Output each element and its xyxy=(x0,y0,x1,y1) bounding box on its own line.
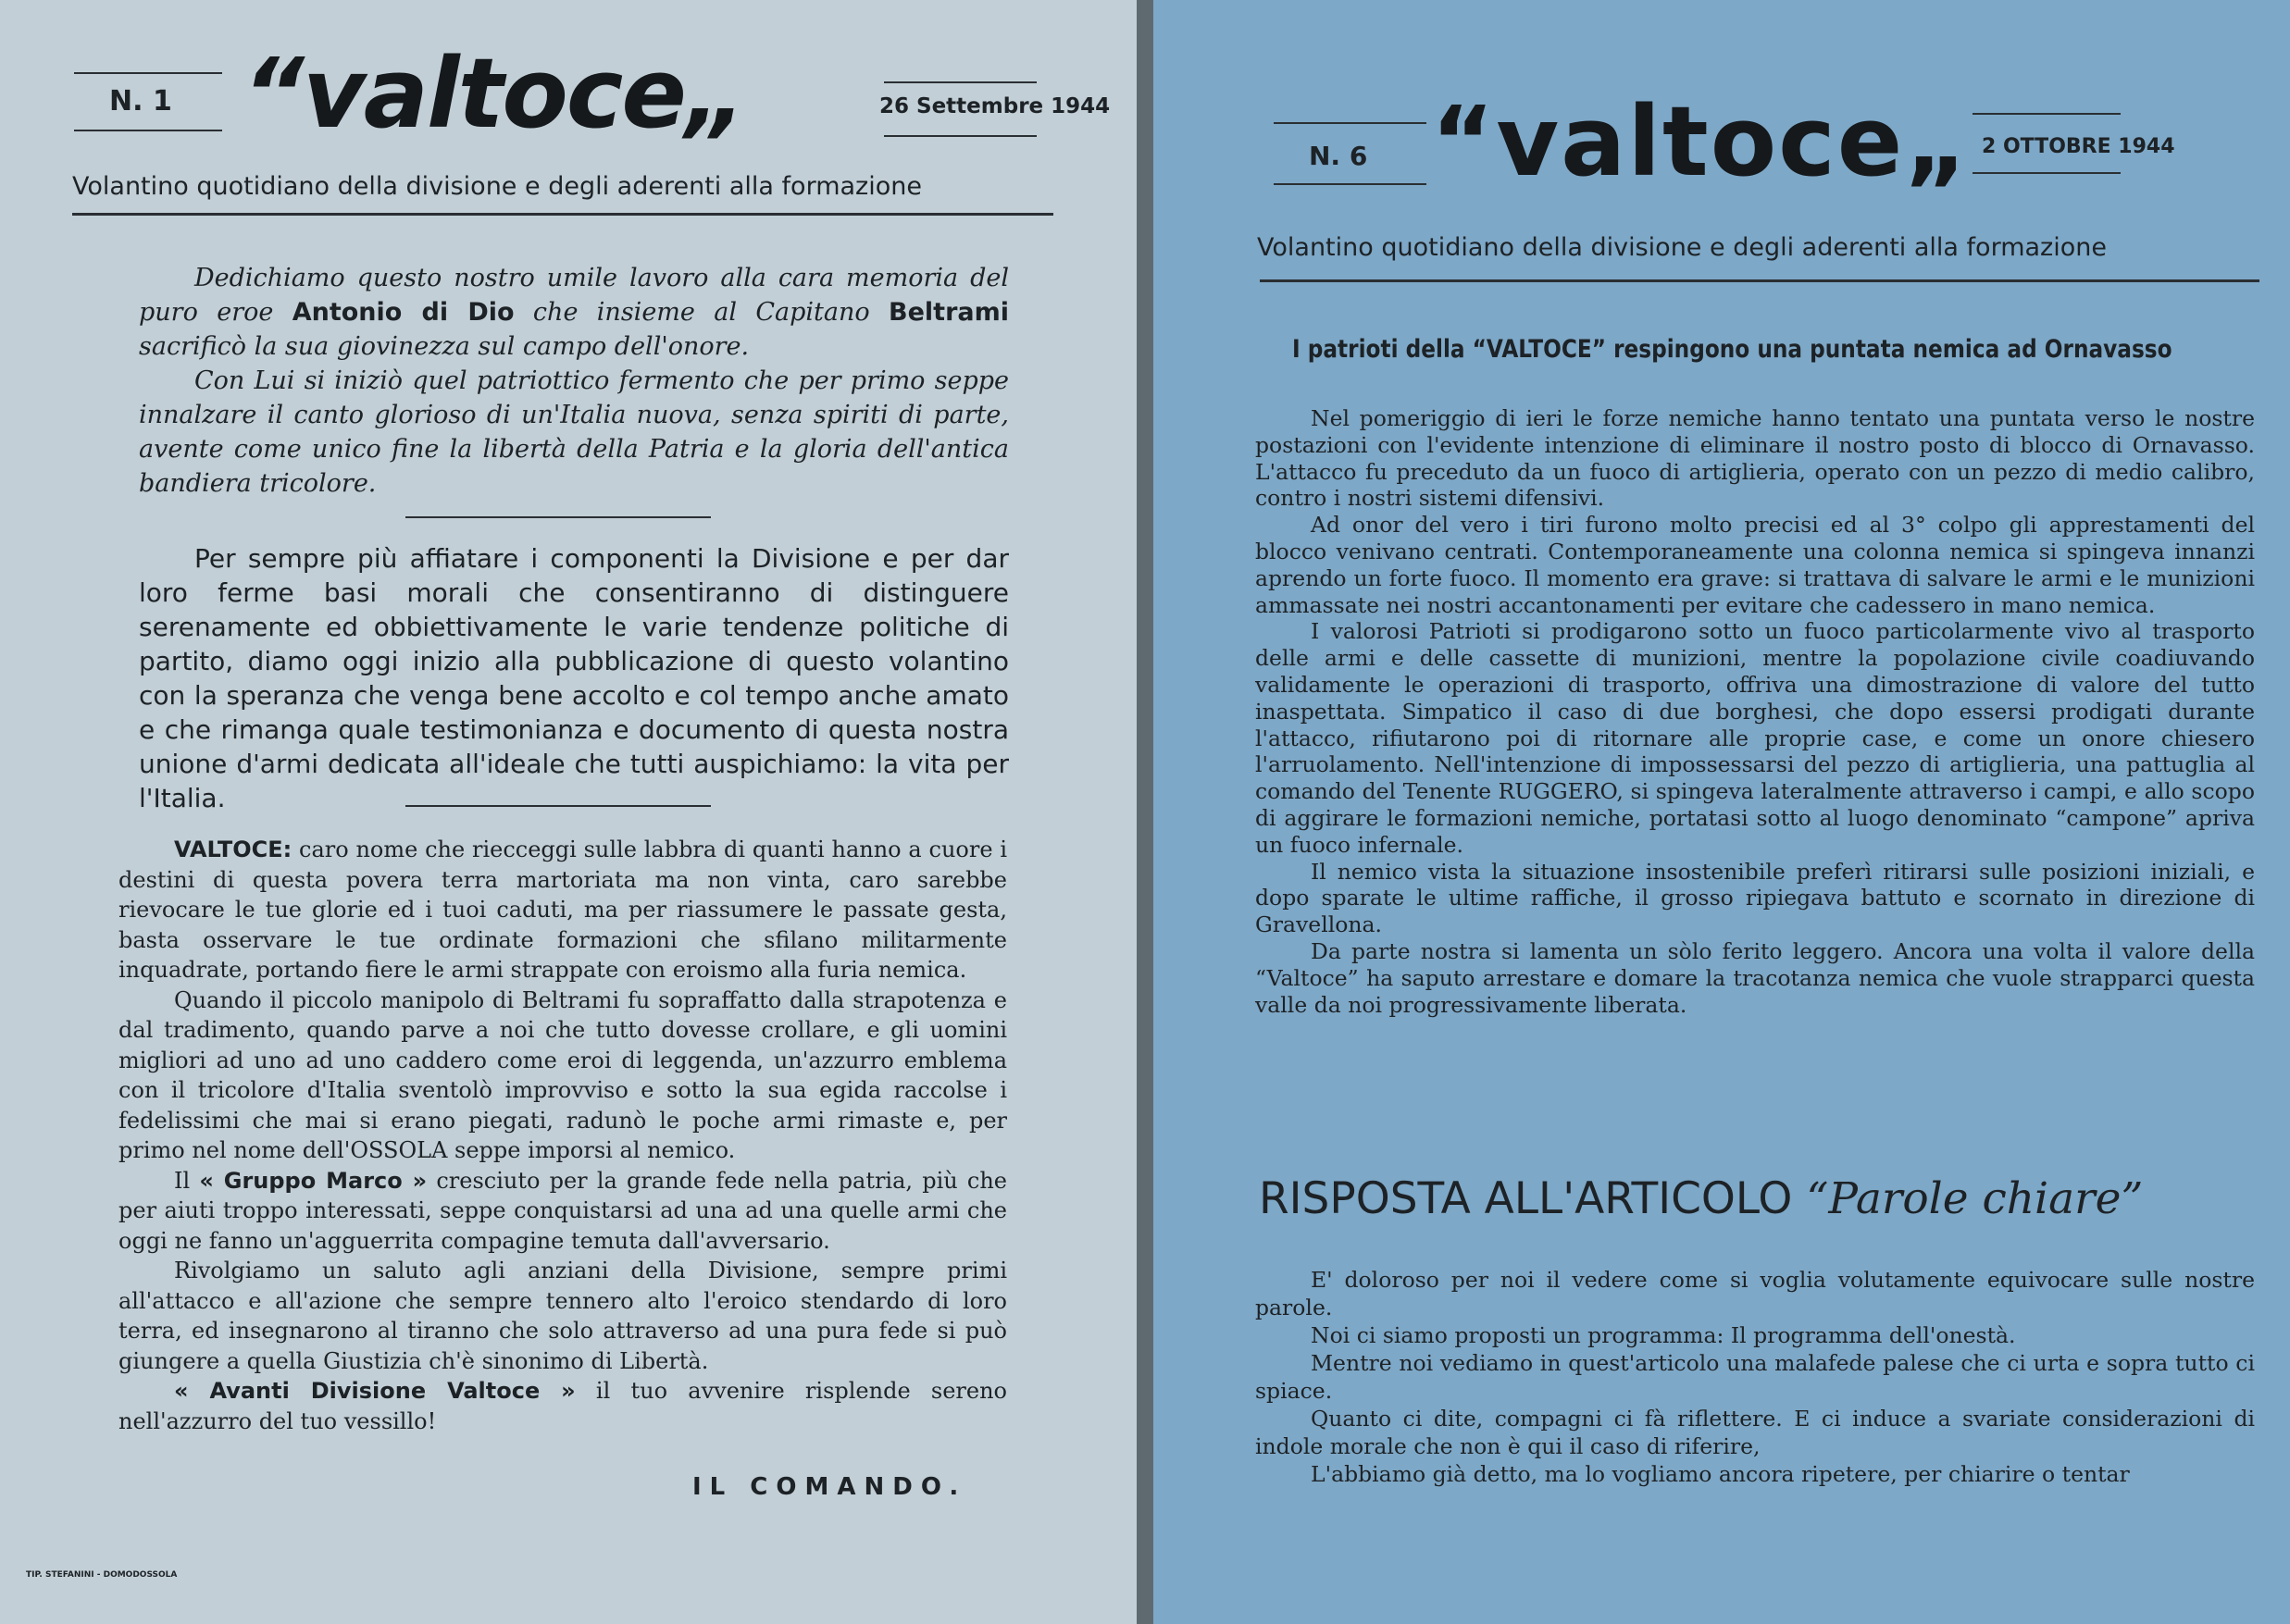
masthead-rule xyxy=(1274,122,1426,124)
signature: IL COMANDO. xyxy=(692,1473,967,1501)
section-divider xyxy=(405,805,711,807)
article-body: VALTOCE: caro nome che riecceggi sulle labbra di quanti hanno a cuore i destini di questa povera terra martoriata ma non vinta, caro sarebbe rievocare le tue glorie ed i tuoi caduti, ma per riassumere le passate gesta, basta osservare le tue ordinate formazioni che sfilano militarmente inquadrate, portando fiere le armi strappate con eroismo alla furia nemica. Quando il piccolo manipolo di Beltrami fu sopraffatto dalla strapotenza e dal tradimento, quando parve a noi che tutto dovesse crollare, e gli uomini migliori ad uno ad uno caddero come eroi di leggenda, un'azzurro emblema con il tricolore d'Italia sventolò improvviso e sotto la sua egida raccolse i fedelissimi che mai si erano piegati, radunò le poche armi rimaste e, per primo nel nome dell'OSSOLA seppe imporsi al nemico. Il « Gruppo Marco » cresciuto per la grande fede nella patria, più che per aiuti troppo interessati, seppe conquistarsi ad una ad una quelle armi che oggi ne fanno un'agguerrita compagine temuta dall'avversario. Rivolgiamo un saluto agli anziani della Divisione, sempre primi all'attacco e all'azione che sempre tennero alto l'eroico stendardo di loro terra, ed insegnarono al tiranno che solo attraverso ad una pura fede si può giungere a quella Giustizia ch'è sinonimo di Libertà. « Avanti Divisione Valtoce » il tuo avvenire risplende sereno nell'azzurro del tuo vessillo! xyxy=(118,837,1007,1434)
masthead-rule xyxy=(1274,183,1426,185)
subtitle: Volantino quotidiano della divisione e degli aderenti alla formazione xyxy=(72,172,922,201)
issue-number: N. 1 xyxy=(109,85,172,118)
left-leaflet xyxy=(0,0,1137,1624)
response-headline: RISPOSTA ALL'ARTICOLO “Parole chiare” xyxy=(1259,1173,2144,1224)
masthead-rule xyxy=(74,130,222,131)
response-body: E' doloroso per noi il vedere come si voglia volutamente equivocare sulle nostre parole. Noi ci siamo proposti un programma: Il programma dell'onestà. Mentre noi vediamo in quest'articolo una malafede palese che ci urta e sopra tutto ci spiace. Quanto ci dite, compagni ci fà riflettere. E ci induce a svariate considerazioni di indole morale che non è qui il caso di riferire, L'abbiamo già detto, ma lo vogliamo ancora ripetere, per chiarire o tentar xyxy=(1255,1267,2255,1487)
masthead-rule xyxy=(884,135,1037,137)
masthead-title: “valtoce„ xyxy=(1431,85,1970,198)
issue-date: 2 OTTOBRE 1944 xyxy=(1982,135,2175,158)
right-leaflet xyxy=(1153,0,2290,1624)
subtitle: Volantino quotidiano della divisione e degli aderenti alla formazione xyxy=(1257,233,2107,262)
masthead-rule xyxy=(74,72,222,74)
issue-number: N. 6 xyxy=(1309,141,1368,171)
article-body: Nel pomeriggio di ieri le forze nemiche hanno tentato una puntata verso le nostre postazioni con l'evidente intenzione di eliminare il nostro posto di blocco di Ornavasso. L'attacco fu preceduto da un fuoco di artiglieria, operato con un pezzo di medio calibro, contro i nostri sistemi difensivi. Ad onor del vero i tiri furono molto precisi ed al 3° colpo gli apprestamenti del blocco venivano centrati. Contemporaneamente una colonna nemica si spingeva innanzi aprendo un forte fuoco. Il momento era grave: si trattava di salvare le armi e le munizioni ammassate nei nostri accantonamenti per evitare che cadessero in mano nemica. I valorosi Patrioti si prodigarono sotto un fuoco particolarmente vivo al trasporto delle armi e delle cassette di munizioni, mentre la popolazione civile coadiuvando validamente le operazioni di trasporto, offriva una dimostrazione di valore del tutto inaspettata. Simpatico il caso di due borghesi, che dopo essersi prodigati durante l'attacco, rifiutarono poi di ritornare alle proprie case, e come un onore chiesero l'arruolamento. Nell'intenzione di impossessarsi del pezzo di artiglieria, una pattuglia al comando del Tenente RUGGERO, si spingeva lateralmente attraverso i campi, e allo scopo di aggirare le formazioni nemiche, portatasi sotto al luogo denominato “campone” apriva un fuoco infernale. Il nemico vista la situazione insostenibile preferì ritirarsi sulle posizioni iniziali, e dopo sparate le ultime raffiche, il grosso ripiegava battuto e scornato in direzione di Gravellona. Da parte nostra si lamenta un sòlo ferito leggero. Ancora una volta il valore della “Valtoce” ha saputo arrestare e domare la tracotanza nemica che vuole strapparci questa valle da noi progressivamente liberata. xyxy=(1255,405,2255,1018)
masthead-title: “valtoce„ xyxy=(243,37,745,150)
printer-credit: TIP. STEFANINI - DOMODOSSOLA xyxy=(26,1570,178,1580)
masthead-rule xyxy=(884,81,1037,83)
section-divider xyxy=(405,516,711,518)
dedication: Dedichiamo questo nostro umile lavoro alla cara memoria del puro eroe Antonio di Dio che insieme al Capitano Beltrami sacrificò la sua giovinezza sul campo dell'onore. Con Lui si iniziò quel patriottico fermento che per primo seppe innalzare il canto glorioso di un'Italia nuova, senza spiriti di parte, avente come unico fine la libertà della Patria e la gloria dell'antica bandiera tricolore. xyxy=(139,264,1010,498)
article-headline: I patrioti della “VALTOCE” respingono una puntata nemica ad Ornavasso xyxy=(1292,335,2172,364)
header-divider xyxy=(72,213,1053,216)
masthead-rule xyxy=(1973,113,2121,115)
mission-statement: Per sempre più affiatare i componenti la Divisione e per dar loro ferme basi morali che consentiranno di distinguere serenamente ed obbiettivamente le varie tendenze politiche di partito, diamo oggi inizio alla pubblicazione di questo volantino con la speranza che venga bene accolto e col tempo anche amato e che rimanga quale testimonianza e documento di questa nostra unione d'armi dedicata all'ideale che tutti auspichiamo: la vita per l'Italia. xyxy=(139,543,1009,813)
masthead-rule xyxy=(1973,172,2121,174)
issue-date: 26 Settembre 1944 xyxy=(879,94,1111,118)
header-divider xyxy=(1260,279,2259,282)
